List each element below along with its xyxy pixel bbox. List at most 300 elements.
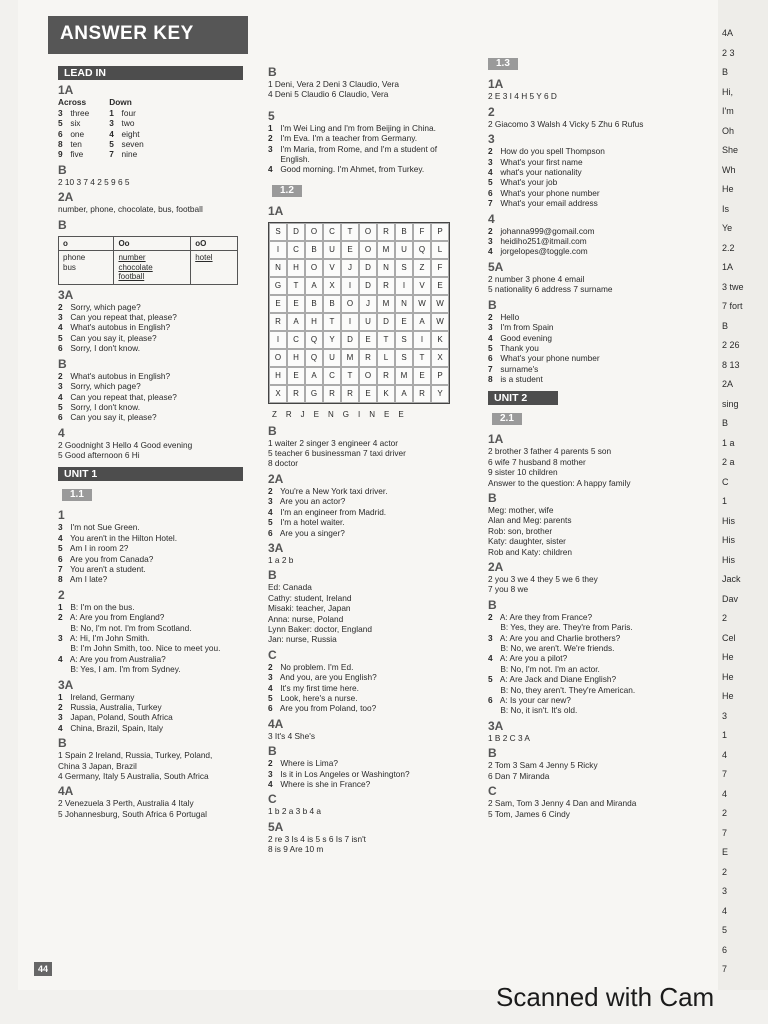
answer-list bbox=[488, 312, 698, 385]
list-item: 2 You're a New York taxi driver. bbox=[268, 485, 388, 496]
list-item: 9 five bbox=[58, 149, 84, 160]
grid-cell: R bbox=[269, 313, 287, 331]
grid-cell: E bbox=[341, 241, 359, 259]
grid-cell: O bbox=[269, 349, 287, 367]
answer-line: 6 Dan 7 Miranda bbox=[488, 770, 550, 781]
list-item: Anna: nurse, Poland bbox=[268, 613, 344, 624]
list-item: 2 A: Are you from England? bbox=[58, 612, 165, 623]
grid-cell: R bbox=[359, 349, 377, 367]
grid-cell: O bbox=[341, 295, 359, 313]
grid-cell: P bbox=[431, 223, 449, 241]
grid-cell: B bbox=[395, 223, 413, 241]
exercise-label: C bbox=[268, 647, 277, 662]
exercise-label: 2A bbox=[268, 471, 284, 486]
list-item: 1 four bbox=[109, 107, 136, 118]
grid-cell: I bbox=[269, 331, 287, 349]
answer-line: 2 Sam, Tom 3 Jenny 4 Dan and Miranda bbox=[488, 798, 637, 809]
grid-cell: H bbox=[287, 349, 305, 367]
answer-line: 8 is 9 Are 10 m bbox=[268, 844, 324, 855]
list-item: B: No, I'm not. I'm an actor. bbox=[500, 663, 600, 674]
list-item: 6 Sorry, I don't know. bbox=[58, 343, 140, 354]
exercise-label: B bbox=[488, 490, 497, 505]
exercise-label: 3A bbox=[58, 677, 74, 692]
list-item: B: Yes, they are. They're from Paris. bbox=[500, 622, 633, 633]
list-item: 5 seven bbox=[109, 139, 144, 150]
edge-fragment: 7 bbox=[722, 769, 728, 779]
list-item: 2 No problem. I'm Ed. bbox=[268, 661, 354, 672]
edge-fragment: Cel bbox=[722, 632, 736, 643]
edge-fragment: He bbox=[722, 691, 734, 701]
list-item: 3 A: Hi, I'm John Smith. bbox=[58, 633, 150, 643]
list-item: 4 A: Are you a pilot? bbox=[488, 653, 568, 664]
grid-cell: T bbox=[341, 367, 359, 385]
grid-cell: D bbox=[287, 223, 305, 241]
answer-list bbox=[268, 758, 468, 789]
column-3 bbox=[488, 54, 698, 819]
table-cell: number chocolate football bbox=[114, 251, 191, 285]
list-item: 5 Thank you bbox=[488, 342, 539, 353]
exercise-label: B bbox=[58, 217, 67, 232]
exercise-label: 1A bbox=[58, 83, 74, 98]
grid-cell: O bbox=[305, 259, 323, 277]
grid-cell: J bbox=[359, 295, 377, 313]
list-item: 2 Russia, Australia, Turkey bbox=[58, 702, 162, 713]
grid-cell: R bbox=[377, 277, 395, 295]
edge-fragment: 4A bbox=[722, 28, 734, 38]
list-item: English. bbox=[280, 154, 310, 165]
answer-list bbox=[488, 612, 698, 716]
answer-line: 1 b 2 a 3 b 4 a bbox=[268, 806, 322, 817]
list-item: 1 I'm Wei Ling and I'm from Beijing in China. bbox=[268, 122, 436, 133]
list-item: Misaki: teacher, Japan bbox=[268, 603, 351, 614]
table-cell: hotel bbox=[191, 251, 238, 285]
answer-list bbox=[58, 602, 248, 675]
grid-cell: T bbox=[287, 277, 305, 295]
list-item: 6 Can you say it, please? bbox=[58, 412, 157, 423]
answer-list bbox=[58, 371, 248, 423]
exercise-label: B bbox=[268, 423, 277, 438]
exercise-label: B bbox=[488, 297, 497, 312]
table-header: o bbox=[59, 236, 114, 251]
list-item: 5 Sorry, I don't know. bbox=[58, 401, 140, 412]
list-item: 4 Can you repeat that, please? bbox=[58, 391, 177, 402]
list-item: 2 Where is Lima? bbox=[268, 758, 338, 769]
answer-line: 2 Giacomo 3 Walsh 4 Vicky 5 Zhu 6 Rufus bbox=[488, 118, 644, 129]
grid-cell: H bbox=[287, 259, 305, 277]
grid-cell: F bbox=[413, 223, 431, 241]
edge-fragment: B bbox=[722, 320, 729, 331]
grid-cell: D bbox=[341, 331, 359, 349]
list-item: 7 You aren't a student. bbox=[58, 563, 146, 574]
list-item: 1 B: I'm on the bus. bbox=[58, 601, 135, 612]
edge-fragment: His bbox=[722, 554, 735, 565]
edge-fragment: She bbox=[722, 145, 739, 155]
list-item: B: No, we aren't. We're friends. bbox=[500, 643, 615, 654]
list-item: 5 A: Are Jack and Diane English? bbox=[488, 674, 617, 685]
edge-fragment: sing bbox=[722, 398, 739, 409]
grid-cell: R bbox=[413, 385, 431, 403]
section-unit-2: UNIT 2 bbox=[488, 391, 558, 405]
grid-cell: E bbox=[287, 367, 305, 385]
list-item: 3 And you, are you English? bbox=[268, 672, 377, 683]
grid-cell: O bbox=[359, 223, 377, 241]
list-item: 2 I'm Eva. I'm a teacher from Germany. bbox=[268, 133, 418, 144]
edge-fragment: Oh bbox=[722, 125, 735, 136]
grid-cell: Q bbox=[413, 241, 431, 259]
grid-cell: U bbox=[323, 349, 341, 367]
grid-cell: R bbox=[341, 385, 359, 403]
list-item: 3 heidiho251@itmail.com bbox=[488, 236, 587, 247]
grid-cell: C bbox=[323, 367, 341, 385]
grid-cell: X bbox=[323, 277, 341, 295]
grid-cell: U bbox=[323, 241, 341, 259]
answer-line: 2 Tom 3 Sam 4 Jenny 5 Ricky bbox=[488, 760, 598, 771]
lesson-badge: 1.2 bbox=[272, 185, 302, 197]
grid-cell: M bbox=[377, 241, 395, 259]
answer-line: 8 doctor bbox=[268, 458, 298, 469]
edge-fragment: 4 bbox=[722, 788, 728, 799]
edge-fragment: 1 a bbox=[722, 437, 735, 448]
page-title: ANSWER KEY bbox=[48, 16, 248, 54]
answer-line: 2 Goodnight 3 Hello 4 Good evening bbox=[58, 439, 193, 450]
edge-fragment: 3 bbox=[722, 886, 728, 896]
list-item: 5 Am I in room 2? bbox=[58, 543, 129, 554]
edge-fragment: 2 bbox=[722, 866, 728, 877]
edge-fragment: B bbox=[722, 418, 729, 428]
lesson-badge: 1.3 bbox=[488, 58, 518, 70]
edge-fragment: Dav bbox=[722, 593, 739, 604]
list-item: 6 What's your phone number bbox=[488, 353, 600, 364]
edge-fragment: Hi, bbox=[722, 86, 733, 97]
grid-cell: C bbox=[323, 223, 341, 241]
grid-cell: S bbox=[395, 331, 413, 349]
answer-line: 1 Spain 2 Ireland, Russia, Turkey, Poland, bbox=[58, 750, 213, 761]
list-item: Lynn Baker: doctor, England bbox=[268, 623, 372, 634]
list-item: 2 How do you spell Thompson bbox=[488, 146, 605, 157]
answer-line: 2 10 3 7 4 2 5 9 6 5 bbox=[58, 176, 130, 187]
edge-fragment: 7 bbox=[722, 964, 728, 974]
list-item: 4 Good morning. I'm Ahmet, from Turkey. bbox=[268, 164, 425, 175]
grid-cell: A bbox=[305, 277, 323, 295]
edge-fragment: 3 bbox=[722, 710, 728, 721]
list-item: B: Yes, I am. I'm from Sydney. bbox=[70, 664, 181, 675]
list-item: Cathy: student, Ireland bbox=[268, 592, 352, 603]
lesson-badge: 2.1 bbox=[492, 413, 522, 425]
list-item: B: No, they aren't. They're American. bbox=[500, 684, 636, 695]
column-2 bbox=[268, 62, 468, 855]
answer-line: 1 waiter 2 singer 3 engineer 4 actor bbox=[268, 437, 399, 448]
grid-cell: T bbox=[377, 331, 395, 349]
list-item: 4 You aren't in the Hilton Hotel. bbox=[58, 532, 178, 543]
grid-cell: B bbox=[305, 241, 323, 259]
grid-cell: R bbox=[377, 367, 395, 385]
table-cell: phone bus bbox=[59, 251, 114, 285]
column-1 bbox=[58, 60, 248, 819]
word-search-grid bbox=[268, 222, 450, 404]
grid-cell: E bbox=[413, 367, 431, 385]
list-item: 7 What's your email address bbox=[488, 198, 598, 209]
edge-fragment: He bbox=[722, 652, 734, 662]
table-header: oO bbox=[191, 236, 238, 251]
answer-list bbox=[268, 486, 468, 538]
exercise-label: B bbox=[58, 736, 67, 751]
answer-line: 5 teacher 6 businessman 7 taxi driver bbox=[268, 448, 406, 459]
list-item: Meg: mother, wife bbox=[488, 504, 554, 515]
answer-line: 5 Good afternoon 6 Hi bbox=[58, 450, 140, 461]
exercise-label: B bbox=[58, 356, 67, 371]
edge-fragment: 1 bbox=[722, 496, 728, 506]
exercise-label: 2A bbox=[488, 560, 504, 574]
answer-list bbox=[268, 123, 468, 175]
edge-fragment: 2.2 bbox=[722, 242, 735, 253]
grid-cell: X bbox=[431, 349, 449, 367]
grid-cell: D bbox=[359, 259, 377, 277]
list-item: 8 is a student bbox=[488, 374, 543, 385]
edge-fragment: 7 fort bbox=[722, 301, 743, 311]
grid-cell: H bbox=[305, 313, 323, 331]
list-item: 6 A: Is your car new? bbox=[488, 695, 571, 706]
exercise-label: 4 bbox=[58, 425, 65, 440]
grid-cell: A bbox=[287, 313, 305, 331]
answer-line: 6 wife 7 husband 8 mother bbox=[488, 456, 586, 467]
grid-cell: E bbox=[431, 277, 449, 295]
list-item: 3 What's your first name bbox=[488, 156, 583, 167]
list-item: Rob: son, brother bbox=[488, 525, 553, 536]
list-item: Ed: Canada bbox=[268, 582, 312, 593]
list-item: 4 A: Are you from Australia? bbox=[58, 653, 166, 664]
grid-cell: K bbox=[431, 331, 449, 349]
edge-fragment: 3 twe bbox=[722, 281, 744, 292]
edge-fragment: 2 bbox=[722, 808, 728, 818]
edge-fragment: His bbox=[722, 515, 735, 526]
grid-cell: E bbox=[269, 295, 287, 313]
answer-line: Answer to the question: A happy family bbox=[488, 477, 631, 488]
edge-fragment: Jack bbox=[722, 574, 741, 584]
list-item: 3 I'm not Sue Green. bbox=[58, 522, 140, 533]
grid-cell: M bbox=[341, 349, 359, 367]
answer-line: 3 It's 4 She's bbox=[268, 730, 315, 741]
exercise-label: 5A bbox=[488, 259, 504, 274]
exercise-label: B bbox=[268, 568, 277, 583]
grid-cell: L bbox=[377, 349, 395, 367]
answer-line: 5 nationality 6 address 7 surname bbox=[488, 284, 613, 295]
grid-cell: E bbox=[395, 313, 413, 331]
list-item: 3 A: Are you and Charlie brothers? bbox=[488, 632, 621, 643]
exercise-label: C bbox=[488, 784, 497, 799]
list-item: 7 surname's bbox=[488, 363, 539, 374]
exercise-label: B bbox=[488, 746, 497, 761]
exercise-label: 5 bbox=[268, 108, 275, 123]
answer-line: 2 you 3 we 4 they 5 we 6 they bbox=[488, 574, 598, 584]
grid-last-row: ZRJENGINEE bbox=[272, 410, 413, 420]
answer-line: 7 you 8 we bbox=[488, 584, 529, 595]
grid-cell: R bbox=[323, 385, 341, 403]
edge-fragment: 8 13 bbox=[722, 359, 740, 370]
exercise-label: B bbox=[488, 597, 497, 612]
edge-fragment: 2 26 bbox=[722, 340, 740, 350]
answer-list bbox=[268, 582, 468, 644]
list-item: B: No, it isn't. It's old. bbox=[500, 705, 578, 716]
list-item: Jan: nurse, Russia bbox=[268, 634, 337, 645]
list-item: 8 ten bbox=[58, 139, 82, 150]
edge-fragment: He bbox=[722, 671, 734, 682]
edge-fragment: 4 bbox=[722, 905, 728, 916]
list-item: 2 Sorry, which page? bbox=[58, 301, 141, 312]
grid-cell: B bbox=[323, 295, 341, 313]
grid-cell: O bbox=[359, 241, 377, 259]
edge-fragment: His bbox=[722, 535, 735, 545]
grid-cell: A bbox=[305, 367, 323, 385]
exercise-label: 1 bbox=[58, 508, 65, 523]
answer-line: 1 B 2 C 3 A bbox=[488, 732, 530, 743]
grid-cell: E bbox=[359, 331, 377, 349]
list-item: 2 A: Are they from France? bbox=[488, 611, 593, 622]
edge-fragment: 6 bbox=[722, 944, 728, 955]
grid-cell: K bbox=[377, 385, 395, 403]
grid-cell: N bbox=[395, 295, 413, 313]
lesson-badge: 1.1 bbox=[62, 489, 92, 501]
grid-cell: I bbox=[269, 241, 287, 259]
grid-cell: W bbox=[431, 295, 449, 313]
grid-cell: V bbox=[413, 277, 431, 295]
list-item: 7 nine bbox=[109, 149, 138, 160]
answer-line: 2 number 3 phone 4 email bbox=[488, 273, 585, 284]
exercise-label: B bbox=[268, 744, 277, 759]
list-item: 3 Is it in Los Angeles or Washington? bbox=[268, 768, 410, 779]
grid-cell: U bbox=[395, 241, 413, 259]
list-item: 4 jorgelopes@toggle.com bbox=[488, 246, 588, 257]
list-item: 2 johanna999@gomail.com bbox=[488, 225, 595, 236]
edge-fragment: I'm bbox=[722, 106, 734, 116]
grid-cell: A bbox=[413, 313, 431, 331]
grid-cell: S bbox=[395, 349, 413, 367]
exercise-label: 1A bbox=[488, 77, 504, 92]
grid-cell: G bbox=[305, 385, 323, 403]
list-item: 6 one bbox=[58, 128, 85, 139]
answer-line: 5 Johannesburg, South Africa 6 Portugal bbox=[58, 808, 207, 819]
list-item: Katy: daughter, sister bbox=[488, 536, 566, 547]
grid-cell: F bbox=[431, 259, 449, 277]
edge-fragment: 2A bbox=[722, 379, 734, 389]
answer-line: 5 Tom, James 6 Cindy bbox=[488, 808, 570, 819]
list-item: 6 Are you from Canada? bbox=[58, 553, 154, 564]
answer-list bbox=[488, 146, 698, 208]
grid-cell: S bbox=[395, 259, 413, 277]
grid-cell: Y bbox=[323, 331, 341, 349]
grid-cell: L bbox=[431, 241, 449, 259]
grid-cell: V bbox=[323, 259, 341, 277]
grid-cell: T bbox=[323, 313, 341, 331]
across-list: Across 3 three 5 six 6 one 8 ten 9 five bbox=[58, 97, 90, 160]
exercise-label: 2A bbox=[58, 190, 74, 205]
page-number: 44 bbox=[34, 962, 52, 976]
list-item: 3 three bbox=[58, 107, 90, 118]
grid-cell: X bbox=[269, 385, 287, 403]
exercise-label: 4A bbox=[58, 784, 74, 799]
grid-cell: I bbox=[395, 277, 413, 295]
answer-list bbox=[58, 302, 248, 354]
edge-fragment: 1A bbox=[722, 262, 734, 272]
edge-fragment: 2 a bbox=[722, 457, 735, 467]
exercise-label: B bbox=[58, 162, 67, 177]
grid-cell: E bbox=[287, 295, 305, 313]
edge-fragment: Ye bbox=[722, 223, 733, 233]
answer-list bbox=[488, 226, 698, 257]
grid-cell: S bbox=[269, 223, 287, 241]
scanner-watermark: Scanned with Cam bbox=[496, 982, 715, 1012]
grid-cell: W bbox=[431, 313, 449, 331]
answer-line: 1 a 2 b bbox=[268, 554, 294, 565]
crossword-answers bbox=[58, 97, 248, 159]
grid-cell: T bbox=[413, 349, 431, 367]
grid-cell: J bbox=[341, 259, 359, 277]
list-item: B: I'm John Smith, too. Nice to meet you. bbox=[70, 643, 221, 654]
list-item: 6 Are you a singer? bbox=[268, 527, 345, 538]
answer-list bbox=[58, 522, 248, 584]
edge-fragment: C bbox=[722, 476, 729, 487]
answer-line: 4 Deni 5 Claudio 6 Claudio, Vera bbox=[268, 89, 389, 100]
exercise-label: 3A bbox=[488, 718, 504, 733]
grid-cell: A bbox=[395, 385, 413, 403]
edge-fragment: 4 bbox=[722, 749, 728, 760]
page-right-edge bbox=[718, 0, 768, 990]
answer-line: 2 Venezuela 3 Perth, Australia 4 Italy bbox=[58, 798, 194, 809]
edge-fragment: 5 bbox=[722, 925, 728, 935]
exercise-label: 2 bbox=[58, 587, 65, 602]
exercise-label: 1A bbox=[488, 432, 504, 447]
list-item: 4 I'm an engineer from Madrid. bbox=[268, 506, 387, 517]
answer-line: 1 Deni, Vera 2 Deni 3 Claudio, Vera bbox=[268, 79, 399, 89]
answer-line: 2 re 3 Is 4 is 5 s 6 Is 7 isn't bbox=[268, 833, 366, 844]
edge-fragment: 1 bbox=[722, 730, 728, 740]
list-item: B: No, I'm not. I'm from Scotland. bbox=[70, 622, 192, 633]
grid-cell: I bbox=[341, 313, 359, 331]
answer-line: number, phone, chocolate, bus, football bbox=[58, 204, 203, 215]
answer-line: China 3 Japan, Brazil bbox=[58, 760, 137, 771]
exercise-label: 3A bbox=[58, 287, 74, 302]
grid-cell: P bbox=[431, 367, 449, 385]
edge-fragment: B bbox=[722, 67, 729, 77]
list-item: 2 What's autobus in English? bbox=[58, 370, 171, 381]
exercise-label: 1A bbox=[268, 204, 284, 219]
answer-line: 2 brother 3 father 4 parents 5 son bbox=[488, 446, 612, 457]
grid-cell: E bbox=[359, 385, 377, 403]
edge-fragment: He bbox=[722, 184, 734, 194]
list-item: 6 What's your phone number bbox=[488, 187, 600, 198]
answer-list bbox=[488, 505, 698, 557]
edge-fragment: E bbox=[722, 847, 729, 857]
list-item: 3 I'm from Spain bbox=[488, 322, 554, 333]
list-item: 4 China, Brazil, Spain, Italy bbox=[58, 722, 164, 733]
grid-cell: D bbox=[359, 277, 377, 295]
list-item: 4 Good evening bbox=[488, 332, 552, 343]
list-item: Alan and Meg: parents bbox=[488, 515, 572, 526]
list-item: 5 What's your job bbox=[488, 177, 558, 188]
list-item: 3 Are you an actor? bbox=[268, 496, 346, 507]
list-item: 5 Can you say it, please? bbox=[58, 332, 157, 343]
list-item: 4 What's autobus in English? bbox=[58, 322, 171, 333]
down-list: Down 1 four 3 two 4 eight 5 seven 7 nine bbox=[109, 97, 144, 160]
list-item: 3 Japan, Poland, South Africa bbox=[58, 712, 173, 723]
list-item: 5 six bbox=[58, 118, 81, 129]
answer-list bbox=[268, 662, 468, 714]
exercise-label: 4A bbox=[268, 716, 284, 731]
edge-fragment: Is bbox=[722, 203, 730, 214]
list-item: 4 Where is she in France? bbox=[268, 779, 371, 789]
section-unit-1: UNIT 1 bbox=[58, 467, 243, 481]
answer-line: 2 E 3 I 4 H 5 Y 6 D bbox=[488, 91, 557, 102]
grid-cell: M bbox=[395, 367, 413, 385]
